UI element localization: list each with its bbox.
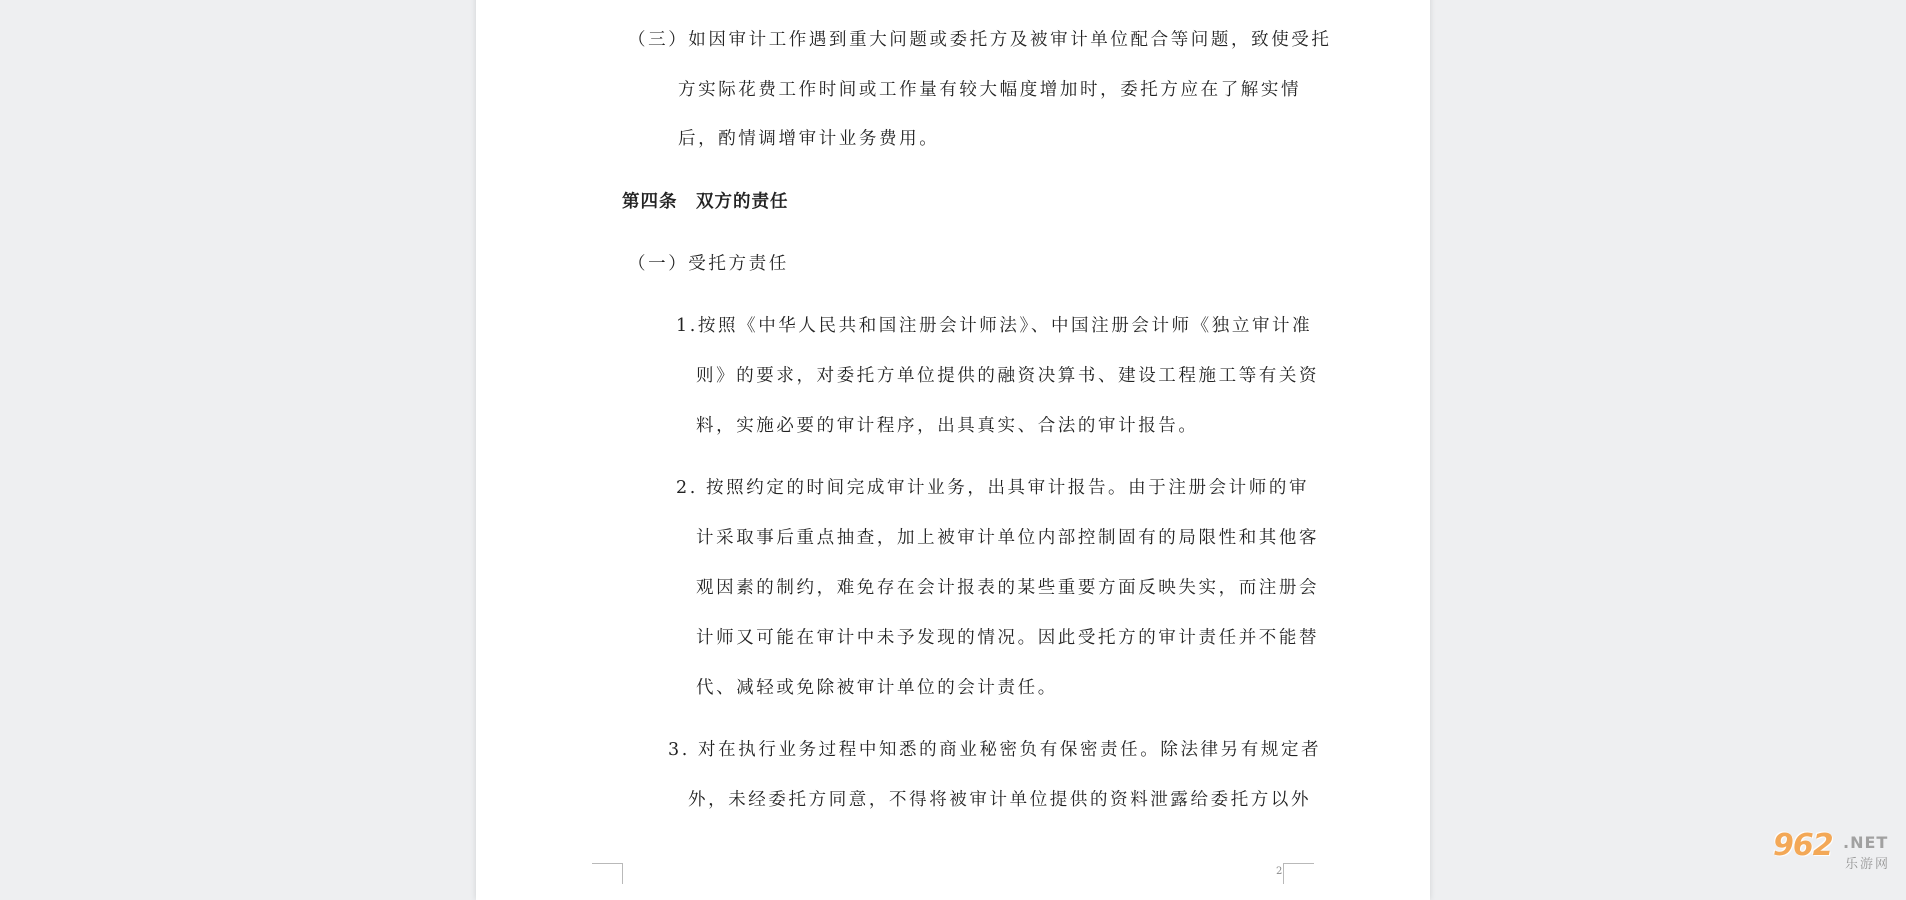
clause3-line1: （三）如因审计工作遇到重大问题或委托方及被审计单位配合等问题，致使受托 bbox=[628, 30, 1332, 50]
watermark-subtitle: 乐游网 bbox=[1845, 857, 1891, 872]
item2-line5: 代、减轻或免除被审计单位的会计责任。 bbox=[696, 678, 1058, 698]
item1-line1: 1.按照《中华人民共和国注册会计师法》、中国注册会计师《独立审计准 bbox=[676, 316, 1313, 336]
watermark-brand: 962 bbox=[1773, 828, 1833, 863]
item2-line4: 计师又可能在审计中未予发现的情况。因此受托方的审计责任并不能替 bbox=[696, 628, 1320, 648]
clause3-line2: 方实际花费工作时间或工作量有较大幅度增加时，委托方应在了解实情 bbox=[678, 80, 1302, 100]
clause3-line3: 后，酌情调增审计业务费用。 bbox=[678, 129, 940, 149]
document-page bbox=[476, 0, 1430, 900]
top-fragment-before bbox=[684, 0, 764, 1]
top-fragment-after bbox=[816, 0, 855, 1]
article4-heading: 第四条 双方的责任 bbox=[622, 192, 789, 212]
section1-heading: （一）受托方责任 bbox=[628, 254, 789, 274]
item3-line2: 外，未经委托方同意，不得将被审计单位提供的资料泄露给委托方以外 bbox=[688, 790, 1312, 810]
site-watermark-logo bbox=[1765, 828, 1901, 874]
page-number: 2 bbox=[1276, 866, 1283, 877]
item1-line3: 料，实施必要的审计程序，出具真实、合法的审计报告。 bbox=[696, 416, 1199, 436]
item2-line3: 观因素的制约，难免存在会计报表的某些重要方面反映失实，而注册会 bbox=[696, 578, 1320, 598]
watermark-suffix: .NET bbox=[1843, 833, 1889, 852]
page-corner-mark-right bbox=[1283, 863, 1314, 884]
page-corner-mark-left bbox=[592, 863, 623, 884]
item1-line2: 则》的要求，对委托方单位提供的融资决算书、建设工程施工等有关资 bbox=[696, 366, 1320, 386]
top-fragment-line bbox=[684, 0, 856, 2]
item2-line2: 计采取事后重点抽查，加上被审计单位内部控制固有的局限性和其他客 bbox=[696, 528, 1320, 548]
item2-line1: 2. 按照约定的时间完成审计业务，出具审计报告。由于注册会计师的审 bbox=[676, 478, 1310, 498]
item3-line1: 3. 对在执行业务过程中知悉的商业秘密负有保密责任。除法律另有规定者 bbox=[668, 740, 1322, 760]
